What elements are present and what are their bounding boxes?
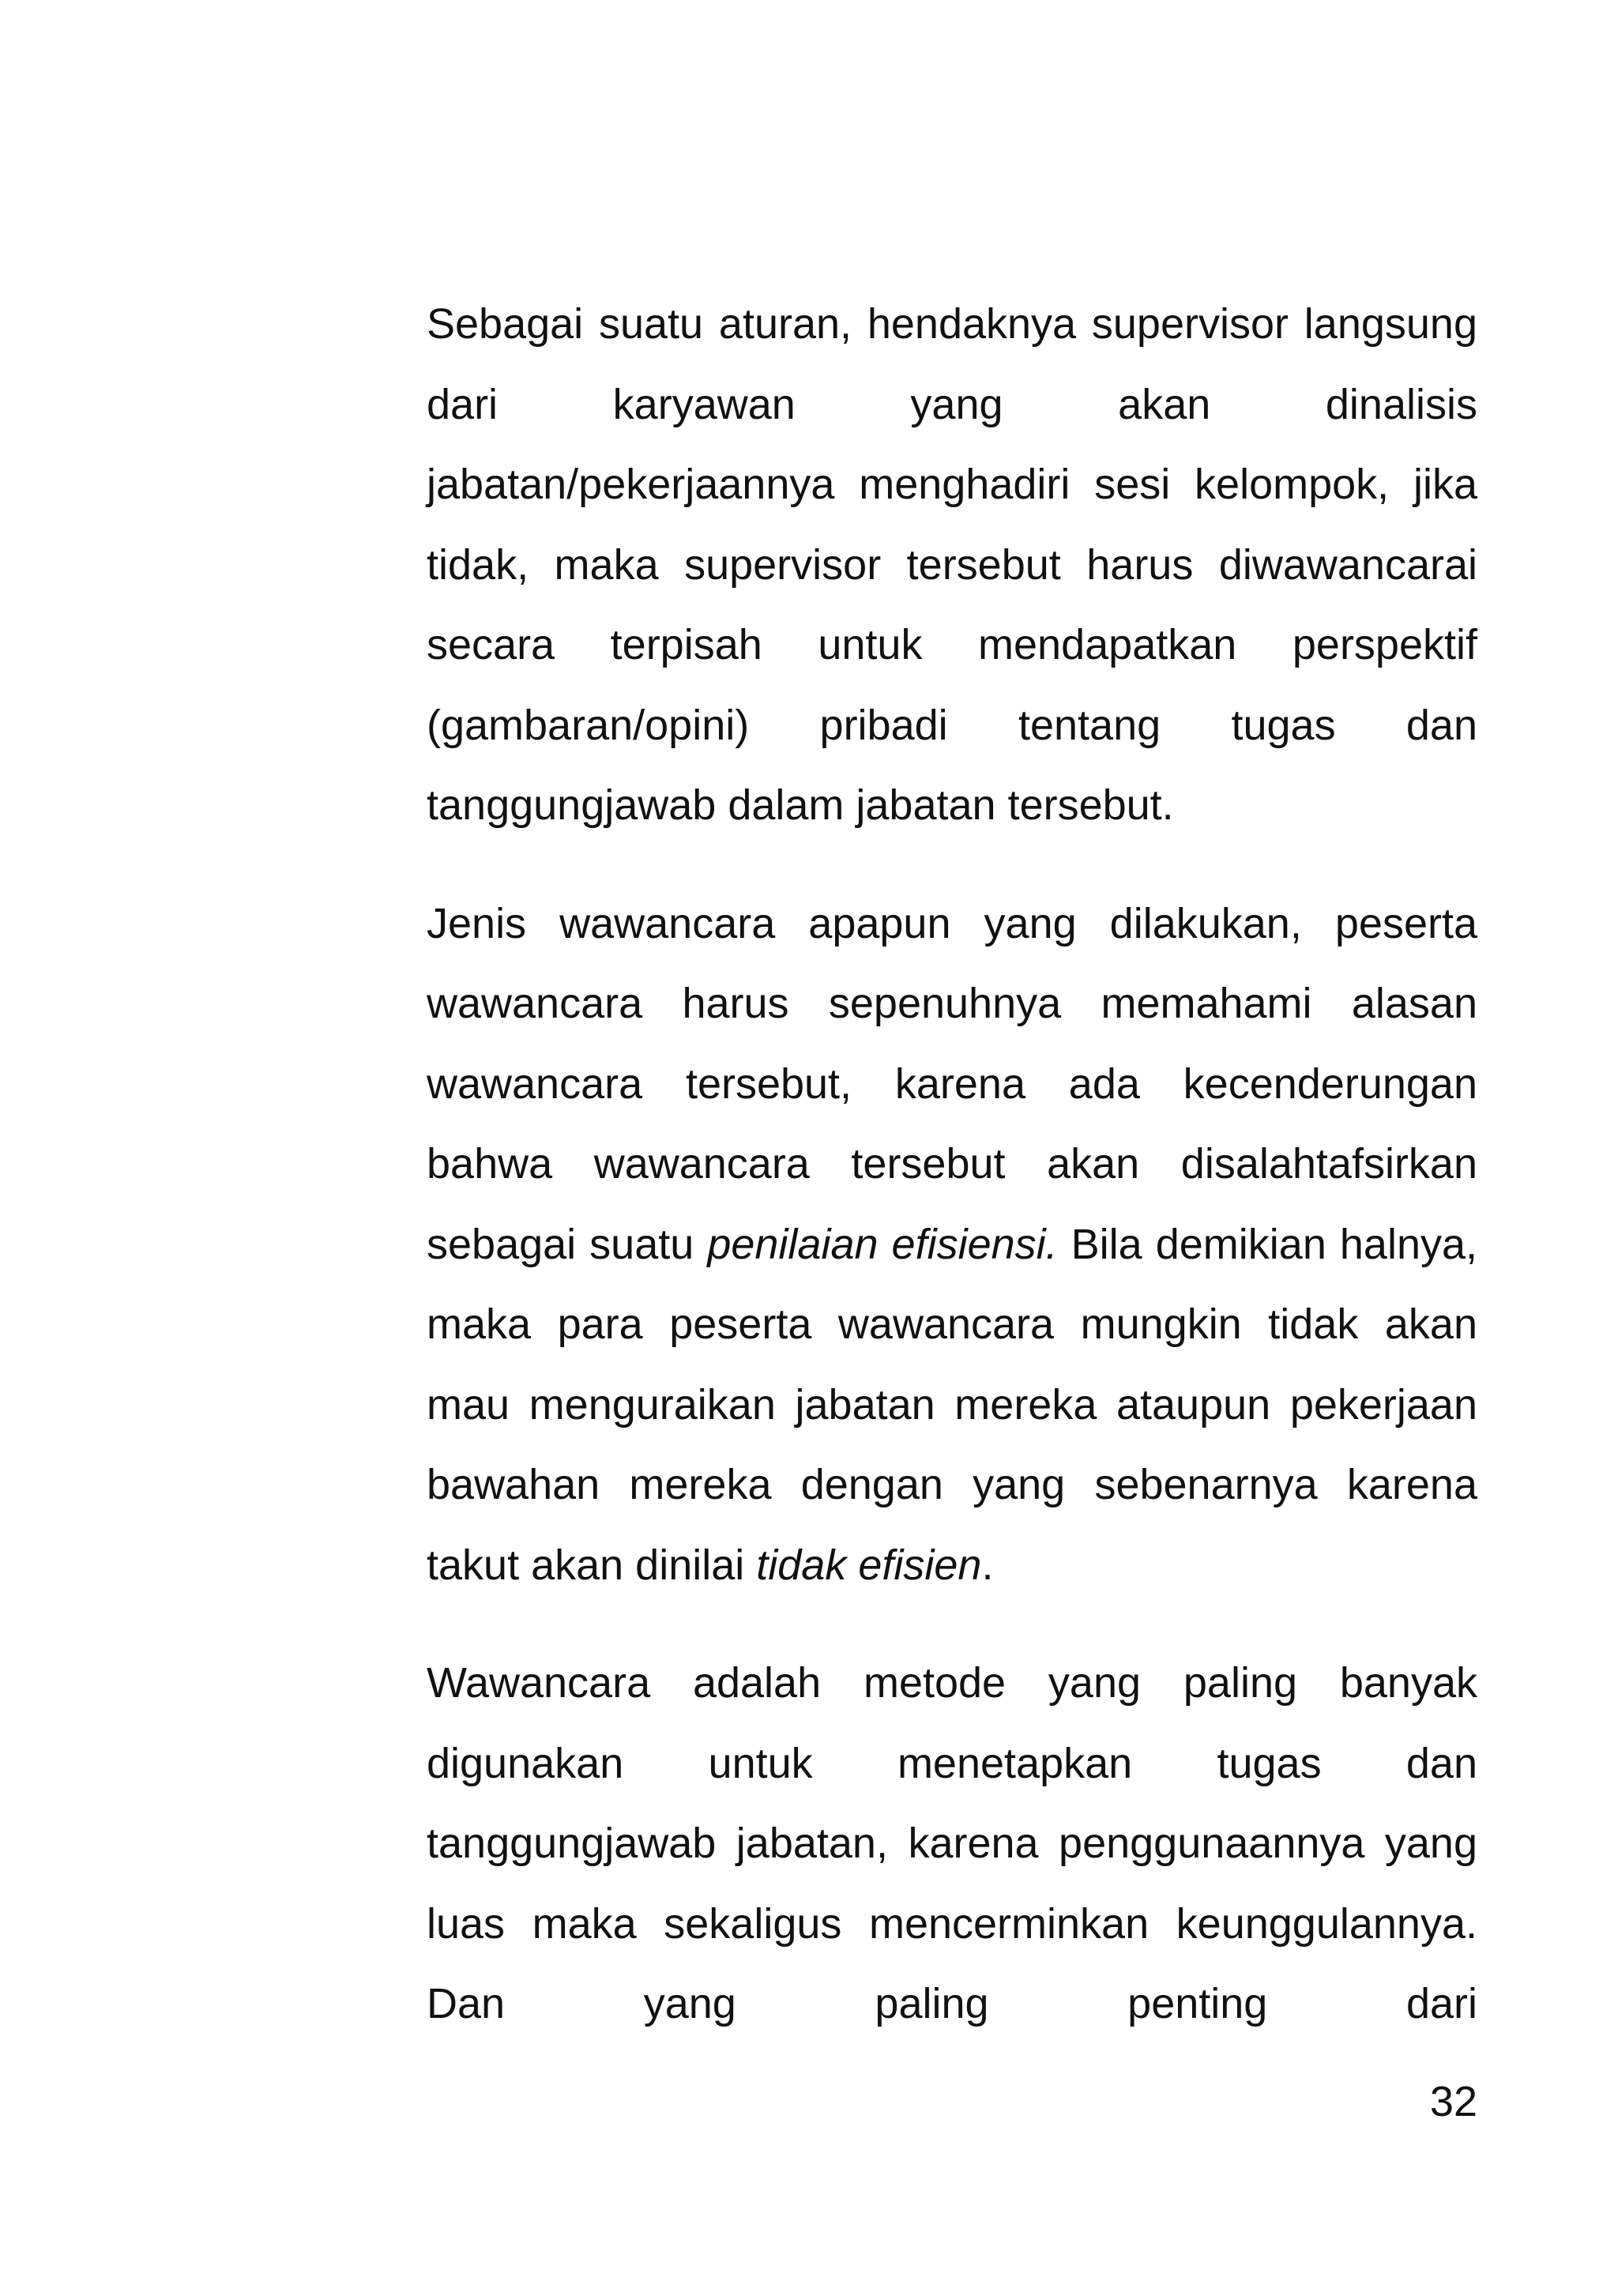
paragraph-3: [427, 1643, 1477, 2045]
body-text: [427, 284, 1477, 2045]
paragraph-2: [427, 884, 1477, 1606]
text-segment: .: [981, 1541, 994, 1589]
italic-term-penilaian-efisiensi: penilaian efisiensi.: [707, 1220, 1058, 1268]
text-segment: Sebagai suatu aturan, hendaknya supervisor langsung dari karyawan yang akan dinalisis jabatan/pekerjaannya menghadiri sesi kelompok, jika tidak, maka supervisor tersebut harus diwawancarai secara terpisah untuk mendapatkan perspektif (gambaran/opini) pribadi tentang tugas dan tanggungjawab dalam jabatan tersebut.: [427, 300, 1477, 829]
paragraph-1: [427, 284, 1477, 846]
text-segment: Bila demikian halnya, maka para peserta wawancara mungkin tidak akan mau menguraikan jabatan mereka ataupun pekerjaan bawahan mereka dengan yang sebenarnya karena takut akan dinilai: [427, 1220, 1478, 1589]
text-segment: Wawancara adalah metode yang paling banyak digunakan untuk menetapkan tugas dan tanggungjawab jabatan, karena penggunaannya yang luas maka sekaligus mencerminkan keunggulannya. Dan yang paling penting dari: [427, 1659, 1477, 2027]
text-segment: Jenis wawancara apapun yang dilakukan, peserta wawancara harus sepenuhnya memahami alasan wawancara tersebut, karena ada kecenderungan bahwa wawancara tersebut akan disalahtafsirkan sebagai suatu: [427, 899, 1477, 1268]
italic-term-tidak-efisien: tidak efisien: [756, 1541, 982, 1589]
page-number: 32: [1429, 2078, 1477, 2125]
